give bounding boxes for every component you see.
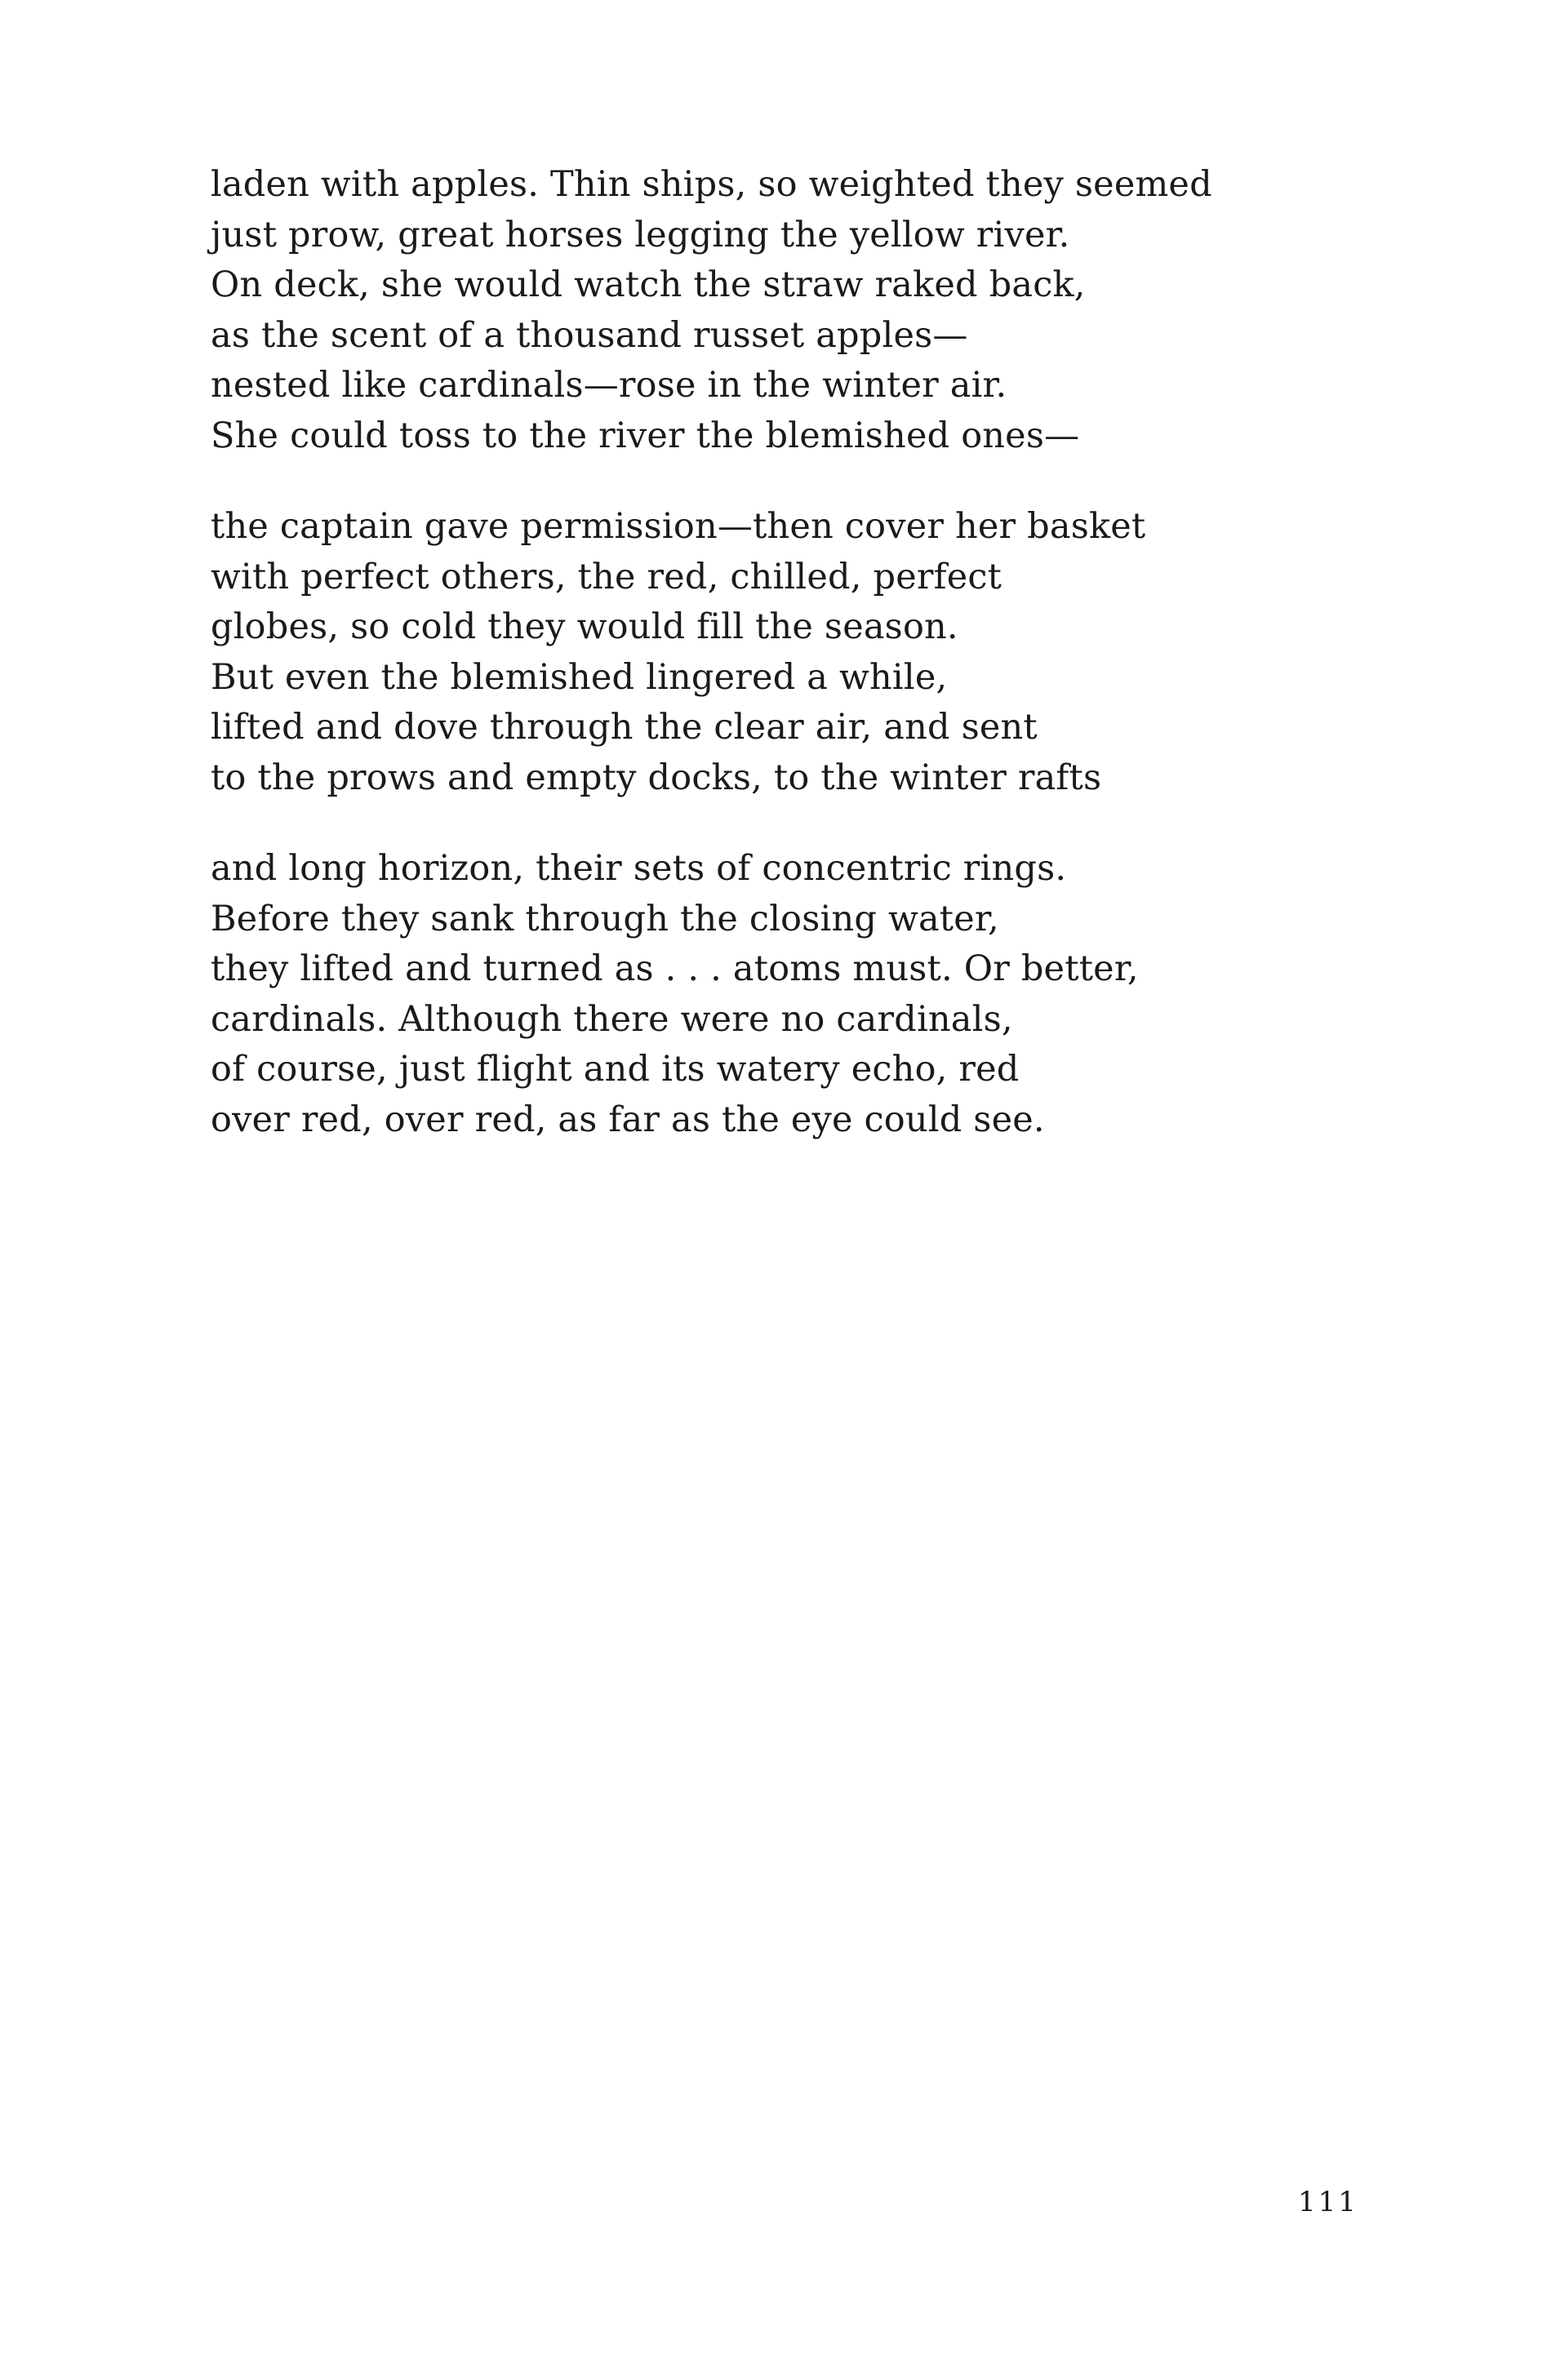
poem-line: over red, over red, as far as the eye could see. xyxy=(211,1099,1045,1140)
poem-line: of course, just flight and its watery echo, red xyxy=(211,1049,1020,1090)
poem-line: to the prows and empty docks, to the winter rafts xyxy=(211,757,1102,798)
poem-line: they lifted and turned as . . . atoms must. Or better, xyxy=(211,948,1139,989)
poem-line: But even the blemished lingered a while, xyxy=(211,656,948,698)
poem-line: On deck, she would watch the straw raked back, xyxy=(211,264,1086,305)
poem-line: cardinals. Although there were no cardinals, xyxy=(211,998,1013,1040)
poem-line: as the scent of a thousand russet apples— xyxy=(211,314,968,356)
poem-text xyxy=(211,160,1272,1186)
stanza-1 xyxy=(211,160,1272,461)
poem-line: She could toss to the river the blemished ones— xyxy=(211,415,1080,456)
poem-line: with perfect others, the red, chilled, perfect xyxy=(211,556,1003,597)
poem-line: the captain gave permission—then cover her basket xyxy=(211,506,1146,547)
poem-line: globes, so cold they would fill the season. xyxy=(211,606,958,647)
stanza-3 xyxy=(211,844,1272,1145)
poem-line: lifted and dove through the clear air, and sent xyxy=(211,707,1038,748)
page-number: 111 xyxy=(1298,2186,1358,2218)
poem-line: Before they sank through the closing water, xyxy=(211,898,999,939)
poem-line: nested like cardinals—rose in the winter air. xyxy=(211,365,1007,406)
poem-line: laden with apples. Thin ships, so weighted they seemed xyxy=(211,164,1212,205)
stanza-2 xyxy=(211,502,1272,803)
poem-line: and long horizon, their sets of concentric rings. xyxy=(211,848,1067,889)
poem-line: just prow, great horses legging the yellow river. xyxy=(211,214,1070,255)
